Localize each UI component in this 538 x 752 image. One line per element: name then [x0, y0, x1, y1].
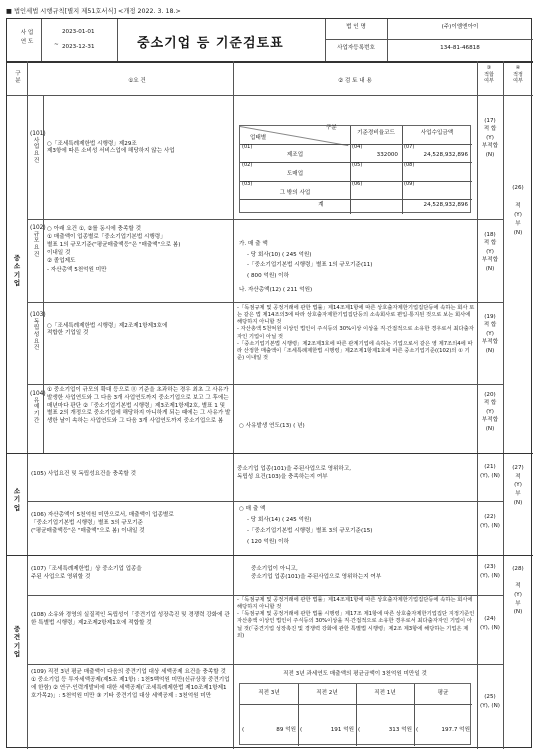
r101-table: 구분 업태별 기준경비율코드 사업수입금액 (01) 제조업 (04) 332000 (07) 24,528,932,896 (02) 도매업 (05) (08) (03) 그 밖의 사업 (06) (09) 계 24,528,932,896 — [239, 125, 471, 213]
small-result: (27) 적 (Y) 부 (N) — [512, 465, 524, 506]
section-sme: 중 소 기 업 — [13, 254, 21, 288]
r105-content: 중소기업 업종(101)을 주된사업으로 영위하고, 독립성 요건(103)을 충족하는지 여부 — [237, 466, 352, 481]
r105-req: (105) 사업요건 및 독립성요건을 충족할 것 — [31, 471, 136, 477]
r106-req: (106) 자산총액이 5천억원 미만으로서, 매출액이 업종별로 「중소기업기본법 시행령」별표 3의 규모기준 ("평균매출액등"은 "매출액"으로 봄) 이내일 것 — [31, 512, 174, 535]
reg-value: 134-81-46818 — [440, 45, 480, 51]
col-req: ①요 건 — [128, 78, 146, 84]
year-start: 2023-01-01 — [62, 29, 95, 35]
year-dash: ~ — [54, 42, 59, 48]
form-box: 사 업 연 도 2023-01-01 ~ 2023-12-31 중소기업 등 기준검토표 법 인 명 (주)이엠엔아이 사업자등록번호 134-81-46818 구 분 ①요 건 ② 검 토 내 용 ③ 적합 여부 ④ 적정 여부 중 소 기 업 소 기 업 중 견 기 업 (101) 사 업 요 건 ○「조세특례제한법 시행령」제29조 제3항에 따른 소비성 서비스업에 해당하지 않는 사업 구분 업태별 기준경비율코드 사업수입금액 (01) 제조업 (04) 332000 (07) 24,528,932,896 (02) 도매업 (05) (08) (03) 그 밖의 사업 (06) (09) 계 24,528,932,896 (17) 적 합 (Y) 부적합 (N) (102) 규 모 요 건 ○ 아래 요건 ①, ②를 동시에 충족할 것 ① 매출액이 업종별로「중소기업기본법 시행령」 별표 1의 규모기준("평균매출액등"은 "매출액"으로 봄) 이내일 것 ② 졸업제도 - 자산총액 5천억원 미만 가. 매 출 액 - 당 회사(10) ( 245 억원) -「중소기업기본법 시행령」별표 1의 규모기준(11) ( 800 억원) 이하 나. 자산총액(12) ( 211 억원) (18) 적 합 (Y) 부적합 (N) (103) 독 립 성 요 건 ○「조세특례제한법 시행령」제2조제1항제3호에 적합한 기업일 것 -「독점규제 및 공정거래에 관한 법률」제14조제1항에 따른 상호출자제한기업집단등에 속하는 회사 또는 같은 법 제14조의3에 따라 상호출자제한기업집단등의 소속회사로 편입·통지된 것으로 보는 회사에 해당하지 아니할 것 - 자산총액 5천억원 이상인 법인이 주식등의 30%이상 이상을 직·간접적으로 소유한 경우로서 최다출자자인 기업이 아닐 것 -「중소기업기본법 시행령」제2조제3호에 따른 관계기업에 속하는 기업으로서 같은 영 제7조의4에 따라 산정한 매출액이「조세특례제한법 시행령」제2조제1항제1호에 따른 중소기업기준((102)의 ① 기준) 이내일 것 (19) 적 합 (Y) 부적합 (N) (104) 유 예 기 간 ① 중소기업이 규모의 확대 등으로 ⑪ 기준을 초과하는 경우 최초 그 사유가 발생한 사업연도와 그 다음 3개 사업연도까지 중소기업으로 보고 그 후에는 매년마다 판단 ②「중소기업기본법 시행령」제3조제1항제2호, 별표 1 및 별표 2의 개정으로 중소기업에 해당하지 아니하게 되는 때에는 그 사유가 발생한 날이 속하는 사업연도와 그 다음 3개 사업연도까지 중소기업으로 봄 ○ 사유발생 연도(13) ( 년) (20) 적 합 (Y) 부적합 (N) (26) 적 (Y) 부 (N) (105) 사업요건 및 독립성요건을 충족할 것 중소기업 업종(101)을 주된사업으로 영위하고, 독립성 요건(103)을 충족하는지 여부 (21) (Y), (N) (106) 자산총액이 5천억원 미만으로서, 매출액이 업종별로 「중소기업기본법 시행령」별표 3의 규모기준 ("평균매출액등"은 "매출액"으로 봄) 이내일 것 ○ 매 출 액 - 당 회사(14) ( 245 억원) -「중소기업기본법 시행령」별표 3의 규모기준(15) ( 120 억원) 이하 (22) (Y), (N) (27) 적 (Y) 부 (N) (107)「조세특례제한법」상 중소기업 업종을 주된 사업으로 영위할 것 중소기업이 아니고, 중소기업 업종(101)을 주된사업으로 영위하는지 여부 (23) (Y), (N) (108) 소유와 경영의 실질적인 독립성이「중견기업 성장촉진 및 경쟁력 강화에 관한 특별법 시행령」제2조제2항제1호에 적합할 것 -「독점규제 및 공정거래에 관한 법률」제14조제1항에 따른 상호출자제한기업집단등에 속하는 회사에 해당하지 아니할 것 -「독점규제 및 공정거래에 관한 법률 시행령」제17조 제1항에 따른 상호출자제한기업집단 지정기준인 자산총액 이상인 법인이 주식등의 30%이상을 직·간접적으로 소유한 경우로서 최다출자자인 기업이 아닐 것(「중견기업 성장촉진 및 경쟁력 강화에 관한 특별법 시행령」제2조 제3항에 해당하는 기업은 제외) (24) (Y), (N) (109) 직전 3년 평균 매출액이 다음의 중견기업 대상 세액공제 요건을 충족할 것 ① 중소기업 등 투자세액공제(제5조 제1항) : 1천5백억원 미만(신규상장 중견기업에 한함) ② 연구·인력개발비에 대한 세액공제(「조세특례제한법 제10조제1항제1호가목2)」: 5천억원 미만 ③ 기타 중견기업 대상 세액공제 : 3천억원 미만 직전 3년 과세연도 매출액의 평균금액이 3천억원 미만일 것 직전 3년 직전 2년 직전 1년 평균 ( 89 억원 ( 191 억원 ( 313 억원 ( 197.7 억원 (25) (Y), (N) (28) 적 (Y) 부 (N) — [6, 18, 532, 748]
r104-fit: (20) 적 합 (Y) 부적합 (N) — [481, 392, 499, 432]
r108-content: -「독점규제 및 공정거래에 관한 법률」제14조제1항에 따른 상호출자제한기업집단등에 속하는 회사에 해당하지 아니할 것 -「독점규제 및 공정거래에 관한 법률 시행령」제17조 제1항에 따른 상호출자제한기업집단 지정기준인 자산총액 이상인 법인이 주식등의 30%이상을 직·간접적으로 소유한 경우로서 최다출자자인 기업이 아닐 것(「중견기업 성장촉진 및 경쟁력 강화에 관한 특별법 시행령」제2조 제3항에 해당하는 기업은 제외) — [237, 597, 475, 639]
corp-value: (주)이엠엔아이 — [441, 24, 479, 30]
r101-label: (101) 사 업 요 건 — [30, 131, 46, 164]
r109-table: 직전 3년 직전 2년 직전 1년 평균 ( 89 억원 ( 191 억원 ( 313 억원 ( 197.7 억원 — [239, 683, 471, 745]
r109-fit: (25) (Y), (N) — [480, 694, 500, 709]
r105-fit: (21) (Y), (N) — [480, 464, 500, 479]
year-label: 사 업 연 도 — [20, 30, 34, 45]
year-end: 2023-12-31 — [62, 44, 95, 50]
r102-req: ○ 아래 요건 ①, ②를 동시에 충족할 것 ① 매출액이 업종별로「중소기업기본법 시행령」 별표 1의 규모기준("평균매출액등"은 "매출액"으로 봄) 이내일 것 ② 졸업제도 - 자산총액 5천억원 미만 — [47, 226, 181, 273]
r104-req: ① 중소기업이 규모의 확대 등으로 ⑪ 기준을 초과하는 경우 최초 그 사유가 발생한 사업연도와 그 다음 3개 사업연도까지 중소기업으로 보고 그 후에는 매년마다 판단 ②「중소기업기본법 시행령」제3조제1항제2호, 별표 1 및 별표 2의 개정으로 중소기업에 해당하지 아니하게 되는 때에는 그 사유가 발생한 날이 속하는 사업연도와 그 다음 3개 사업연도까지 중소기업으로 봄 — [47, 387, 231, 425]
r101-req: ○「조세특례제한법 시행령」제29조 제3항에 따른 소비성 서비스업에 해당하지 않는 사업 — [47, 141, 175, 155]
sme-result: (26) 적 (Y) 부 (N) — [512, 185, 524, 236]
r102-label: (102) 규 모 요 건 — [30, 225, 46, 258]
r108-fit: (24) (Y), (N) — [480, 616, 500, 631]
r104-label: (104) 유 예 기 간 — [30, 391, 46, 424]
r107-content: 중소기업이 아니고, 중소기업 업종(101)을 주된사업으로 영위하는지 여부 — [251, 566, 382, 581]
corp-label: 법 인 명 — [346, 24, 366, 30]
col-yesno: ④ 적정 여부 — [513, 65, 523, 84]
r106-fit: (22) (Y), (N) — [480, 514, 500, 529]
r109-content-title: 직전 3년 과세연도 매출액의 평균금액이 3천억원 미만일 것 — [283, 671, 427, 677]
r107-req: (107)「조세특례제한법」상 중소기업 업종을 주된 사업으로 영위할 것 — [31, 566, 142, 581]
reg-label: 사업자등록번호 — [337, 45, 375, 51]
col-fit: ③ 적합 여부 — [484, 65, 494, 84]
r108-req: (108) 소유와 경영의 실질적인 독립성이「중견기업 성장촉진 및 경쟁력 강화에 관한 특별법 시행령」제2조제2항제1호에 적합할 것 — [31, 612, 230, 627]
r102-fit: (18) 적 합 (Y) 부적합 (N) — [481, 232, 499, 272]
col-content: ② 검 토 내 용 — [338, 78, 372, 84]
form-reference: ■ 법인세법 시행규칙[별지 제51호서식] <개정 2022. 3. 18.> — [6, 8, 181, 15]
r104-content: ○ 사유발생 연도(13) ( 년) — [239, 423, 305, 429]
r107-fit: (23) (Y), (N) — [480, 564, 500, 579]
r103-req: ○「조세특례제한법 시행령」제2조제1항제3호에 적합한 기업일 것 — [47, 323, 168, 337]
col-gubun: 구 분 — [15, 71, 21, 85]
r103-content: -「독점규제 및 공정거래에 관한 법률」제14조제1항에 따른 상호출자제한기업집단등에 속하는 회사 또는 같은 법 제14조의3에 따라 상호출자제한기업집단등의 소속회사로 편입·통지된 것으로 보는 회사에 해당하지 아니할 것 - 자산총액 5천억원 이상인 법인이 주식등의 30%이상 이상을 직·간접적으로 소유한 경우로서 최다출자자인 기업이 아닐 것 -「중소기업기본법 시행령」제2조제3호에 따른 관계기업에 속하는 기업으로서 같은 영 제7조의4에 따라 산정한 매출액이「조세특례제한법 시행령」제2조제1항제1호에 따른 중소기업기준((102)의 ① 기준) 이내일 것 — [237, 305, 475, 361]
section-small: 소 기 업 — [13, 487, 21, 512]
r101-fit: (17) 적 합 (Y) 부적합 (N) — [481, 118, 499, 158]
form-title: 중소기업 등 기준검토표 — [137, 36, 284, 51]
r109-req: (109) 직전 3년 평균 매출액이 다음의 중견기업 대상 세액공제 요건을 충족할 것 ① 중소기업 등 투자세액공제(제5조 제1항) : 1천5백억원 미만(신규상장 중견기업에 한함) ② 연구·인력개발비에 대한 세액공제(「조세특례제한법 제10조제1항제1호가목2)」: 5천억원 미만 ③ 기타 중견기업 대상 세액공제 : 3천억원 미만 — [31, 669, 230, 700]
r103-label: (103) 독 립 성 요 건 — [30, 312, 46, 352]
mid-result: (28) 적 (Y) 부 (N) — [512, 566, 524, 616]
section-mid: 중 견 기 업 — [13, 625, 21, 659]
r103-fit: (19) 적 합 (Y) 부적합 (N) — [481, 314, 499, 354]
